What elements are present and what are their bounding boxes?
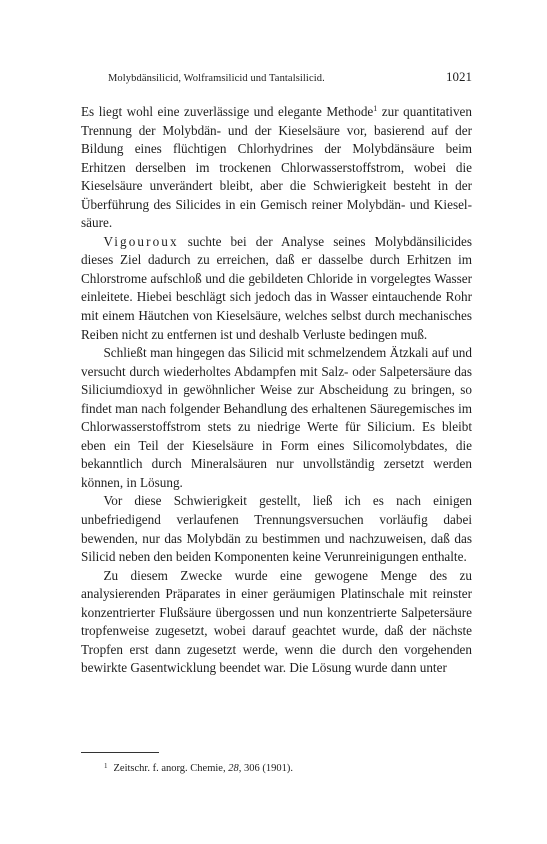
paragraph-1-text: zur quantitativen Trennung der Molybdän- und der Kieselsäure vor, basierend auf der Bildung eines flüchtigen Chlorhydrines der Molybdänsäure beim Erhitzen derselben im trockenen Chlorwasserstoffstrom, wobei die Kieselsäure unverändert bleibt, aber die Schwierigkeit besteht in der Überführung des Silicides in ein Gemisch reiner Molybdän- und Kieselsäure. <box>81 104 473 231</box>
paragraph-1-lead: Es liegt wohl eine zuverlässige und elegante Methode <box>81 104 374 119</box>
footnote-journal: Zeitschr. f. anorg. Chemie, <box>113 763 226 774</box>
paragraph-1 <box>81 103 472 233</box>
footnote-rule <box>81 752 159 753</box>
running-title: Molybdänsilicid, Wolframsilicid und Tantalsilicid. <box>108 73 325 84</box>
paragraph-5: Zu diesem Zwecke wurde eine gewogene Menge des zu analysierenden Präparates in einer geräumigen Platinschale mit reinster konzentrierter Flußsäure übergossen und nun konzentrierte Salpetersäure tropfenweise zugesetzt, wobei darauf geachtet wurde, daß der nächste Tropfen erst dann zugesetzt werde, wenn die durch den vorgehenden bewirkte Gasentwicklung beendet war. Die Lösung wurde dann unter <box>81 567 472 676</box>
paragraph-4: Vor diese Schwierigkeit gestellt, ließ ich es nach einigen unbefriedigend verlaufenen Trennungsversuchen vorläufig dabei bewenden, nur das Molybdän zu bestimmen und nachzuweisen, daß das Silicid neben den beiden Komponenten keine Verunreinigungen enthalte. <box>81 493 472 565</box>
footnote-reference: 1 <box>373 104 378 113</box>
footnote-volume: 28 <box>228 763 239 774</box>
footnote <box>104 762 444 775</box>
body-text <box>81 103 472 678</box>
page-number: 1021 <box>446 69 472 84</box>
footnote-marker: 1 <box>104 762 108 770</box>
paragraph-2-text: suchte bei der Analyse seines Molybdänsilicides dieses Ziel dadurch zu erreichen, daß er dasselbe durch Erhitzen im Chlorstrome aufschloß und die gebildeten Chloride in vorgelegtes Wasser einleitete. Hiebei beschlägt sich jedoch das in Wasser eintauchende Rohr mit einem Häutchen von Kieselsäure, welches selbst durch mechanisches Reiben nicht zu entfernen ist und deshalb Verluste bedingen muß. <box>81 233 472 342</box>
author-name: Vigouroux <box>103 233 179 249</box>
paragraph-2 <box>81 233 472 344</box>
running-head <box>108 69 472 85</box>
paragraph-3: Schließt man hingegen das Silicid mit schmelzendem Ätzkali auf und versucht durch wiederholtes Abdampfen mit Salz- oder Salpetersäure das Siliciumdioxyd in gewöhnlicher Weise zur Abscheidung zu bringen, so findet man nach folgender Behandlung des erhaltenen Säuregemisches im Chlorwasserstoffstrom stets zu niedrige Werte für Silicium. Es bleibt eben ein Teil der Kieselsäure in Form eines Silicomolybdates, die bekanntlich durch Mineralsäuren nur unvollständig zersetzt werden können, in Lösung. <box>81 345 472 490</box>
footnote-pages-year: , 306 (1901). <box>238 763 293 774</box>
